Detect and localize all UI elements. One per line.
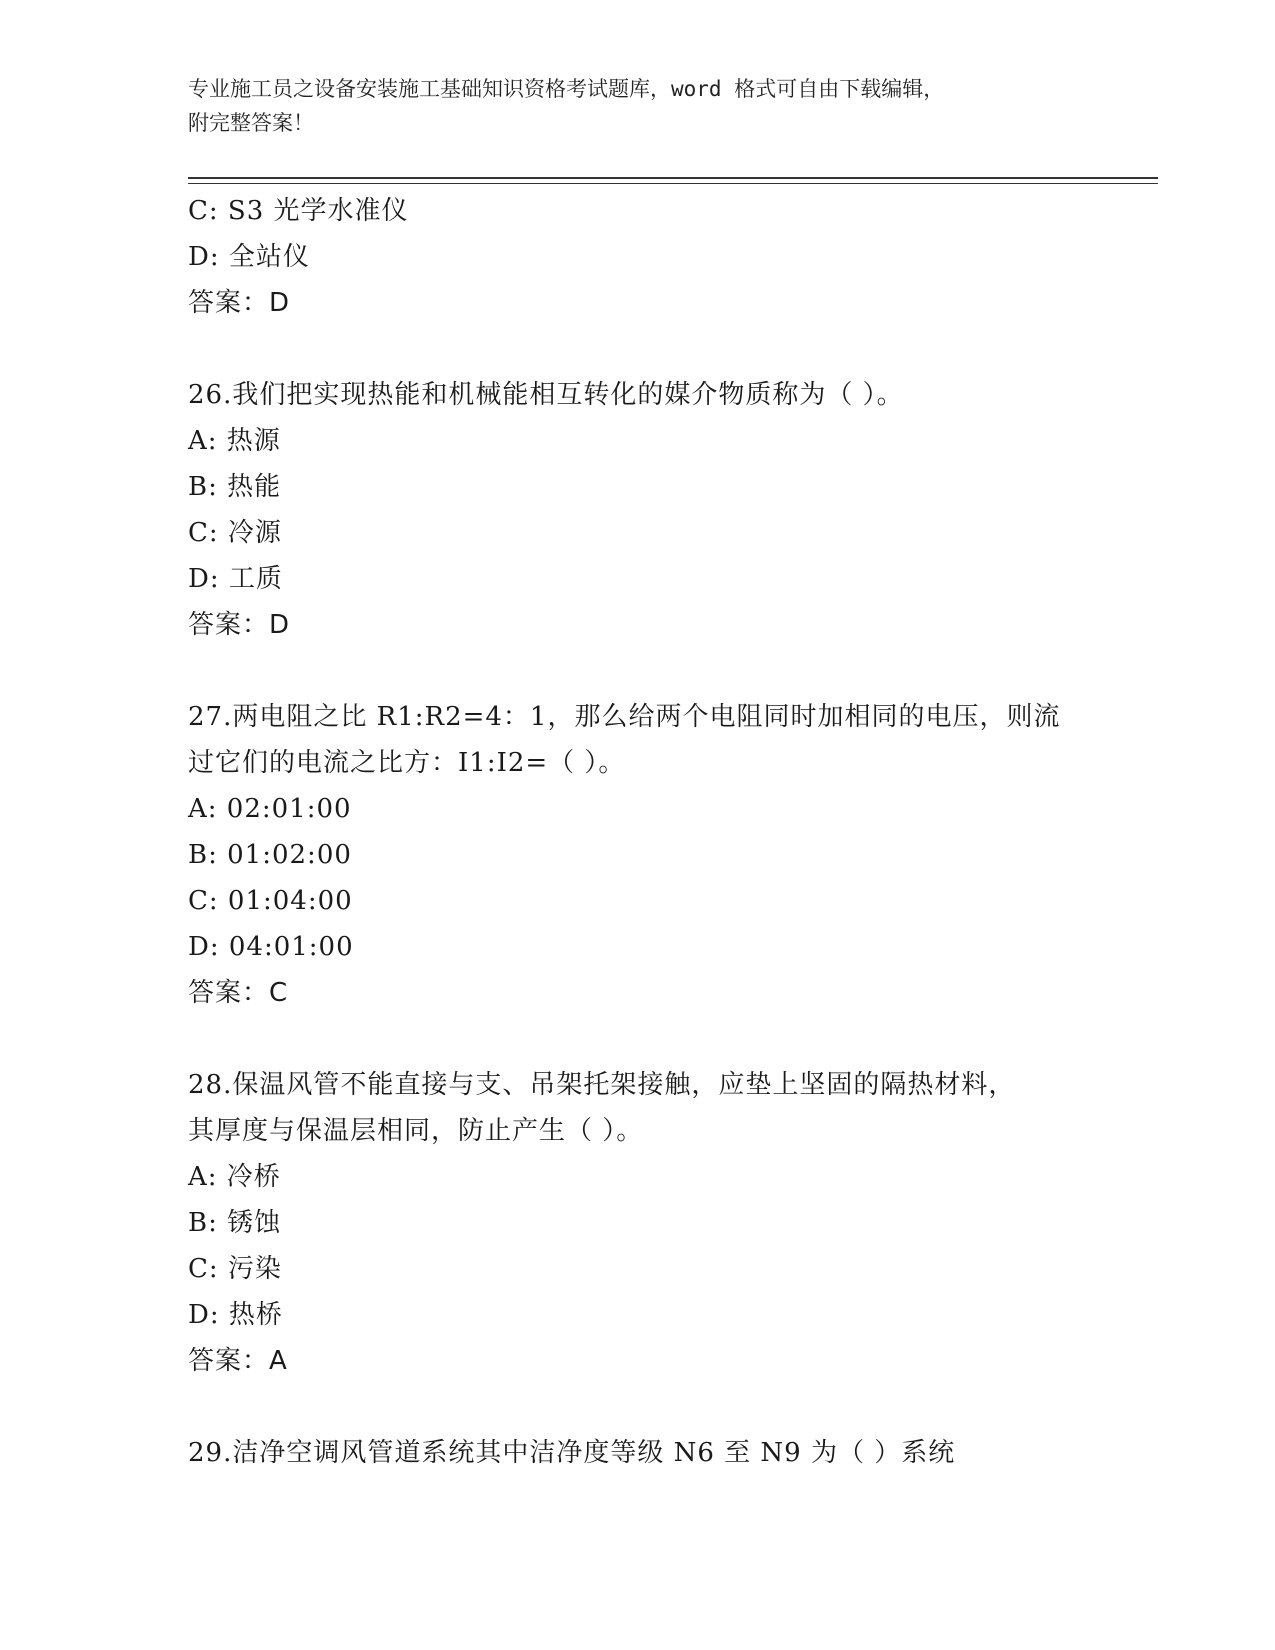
- question-stem: 29.洁净空调风管道系统其中洁净度等级 N6 至 N9 为（ ）系统: [188, 1438, 956, 1468]
- question-stem-line-2: 过它们的电流之比方：I1:I2=（ ）。: [188, 748, 626, 778]
- option-a: A: 02:01:00: [188, 794, 352, 824]
- document-header: [188, 72, 1088, 140]
- spacer: [188, 1016, 1088, 1062]
- question-28: [188, 1062, 1088, 1384]
- option-d: D: 04:01:00: [188, 932, 354, 962]
- option-c: C: 污染: [188, 1254, 282, 1284]
- option-c: C: 01:04:00: [188, 886, 353, 916]
- question-27: [188, 694, 1088, 1016]
- option-d: D: 工质: [188, 564, 283, 594]
- answer-line: 答案：D: [188, 610, 291, 640]
- header-line-1: 专业施工员之设备安装施工基础知识资格考试题库，word 格式可自由下载编辑，: [188, 77, 945, 101]
- answer-line: 答案：C: [188, 978, 289, 1008]
- spacer: [188, 1384, 1088, 1430]
- question-stem-line-1: 28.保温风管不能直接与支、吊架托架接触，应垫上坚固的隔热材料，: [188, 1070, 1016, 1100]
- option-a: A: 冷桥: [188, 1162, 281, 1192]
- question-29: [188, 1430, 1088, 1476]
- question-25-tail: [188, 188, 1088, 326]
- question-stem-line-1: 27.两电阻之比 R1:R2=4：1，那么给两个电阻同时加相同的电压，则流: [188, 702, 1061, 732]
- option-d: D: 热桥: [188, 1300, 283, 1330]
- option-c: C: S3 光学水准仪: [188, 196, 409, 226]
- answer-line: 答案：D: [188, 288, 291, 318]
- question-26: [188, 372, 1088, 648]
- spacer: [188, 326, 1088, 372]
- option-b: B: 热能: [188, 472, 282, 502]
- option-c: C: 冷源: [188, 518, 282, 548]
- answer-line: 答案：A: [188, 1346, 288, 1376]
- spacer: [188, 648, 1088, 694]
- option-b: B: 01:02:00: [188, 840, 352, 870]
- question-stem: 26.我们把实现热能和机械能相互转化的媒介物质称为（ ）。: [188, 380, 904, 410]
- option-b: B: 锈蚀: [188, 1208, 282, 1238]
- header-line-2: 附完整答案！: [188, 111, 314, 135]
- option-a: A: 热源: [188, 426, 281, 456]
- header-divider-thick: [188, 177, 1158, 179]
- question-stem-line-2: 其厚度与保温层相同，防止产生（ ）。: [188, 1116, 644, 1146]
- question-list: [188, 188, 1088, 1476]
- header-divider-thin: [188, 183, 1158, 184]
- option-d: D: 全站仪: [188, 242, 310, 272]
